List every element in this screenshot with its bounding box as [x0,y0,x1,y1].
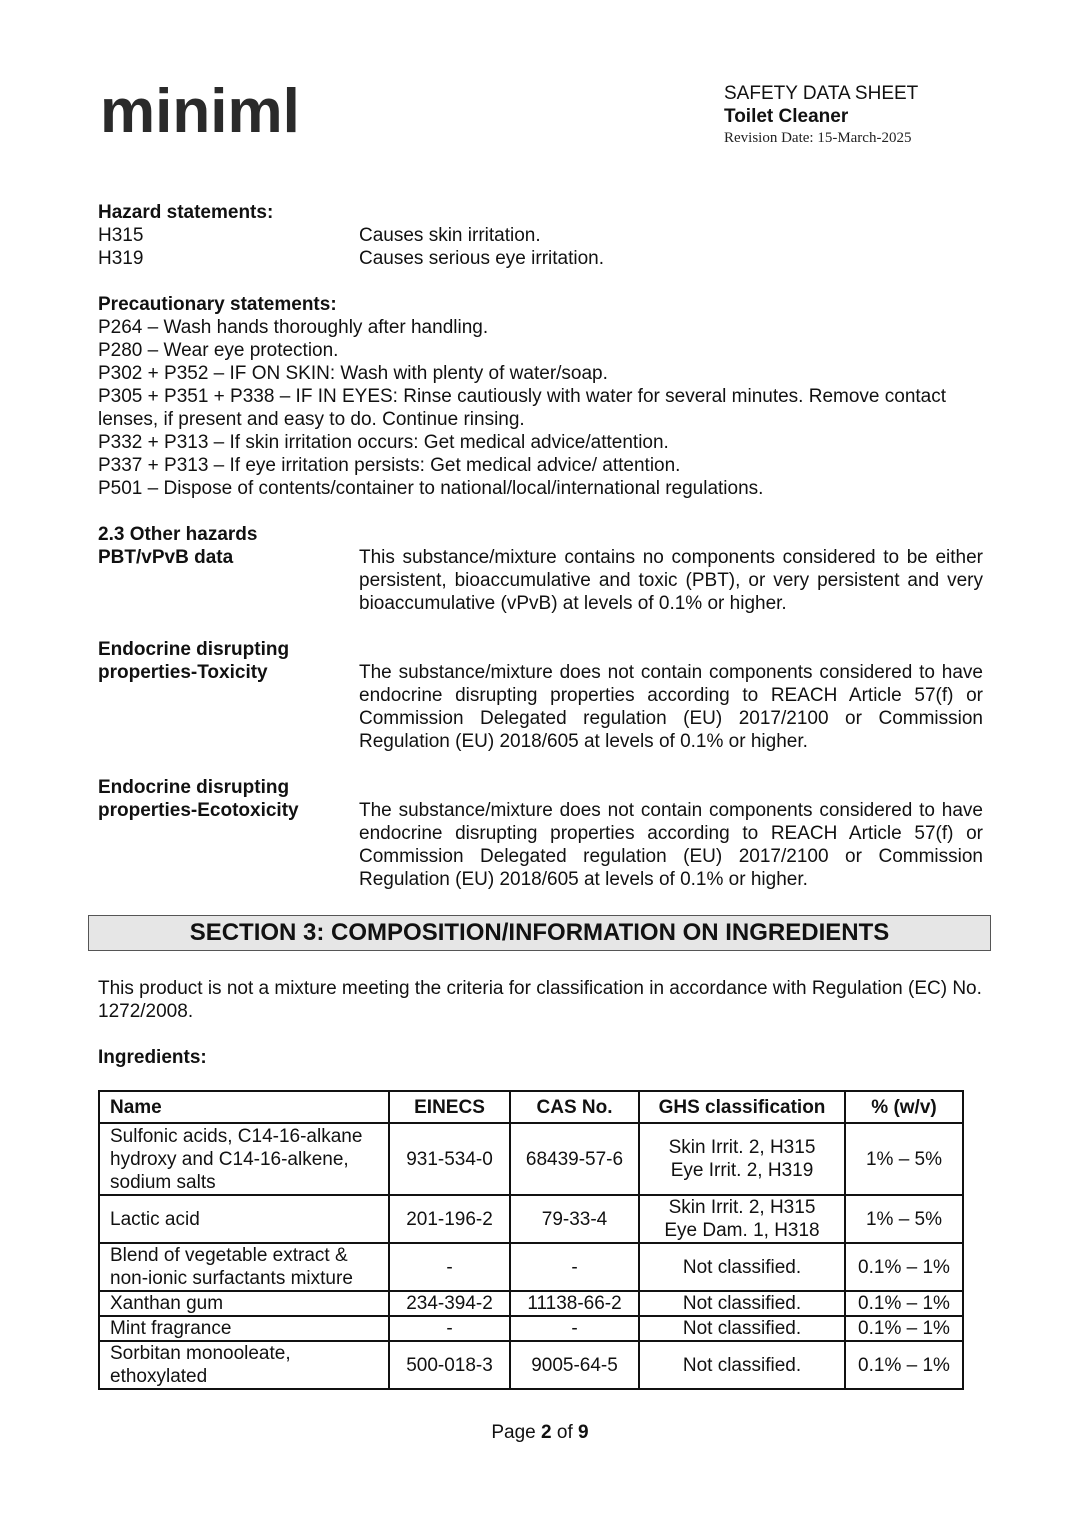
ingredient-name: Blend of vegetable extract & non-ionic surfactants mixture [99,1243,389,1291]
hazard-code: H319 [98,248,144,269]
endocrine-ecotoxicity-text: The substance/mixture does not contain components considered to have endocrine disrupting properties according to REACH Article 57(f) or Commission Delegated regulation (EU) 2017/2100 or Commission Regulation (EU) 2018/605 at levels of 0.1% or higher. [359,800,983,890]
precautionary-heading: Precautionary statements: [98,294,337,315]
einecs-cell: 234-394-2 [389,1291,510,1316]
einecs-cell: 201-196-2 [389,1195,510,1243]
endocrine-toxicity-label-line: Endocrine disrupting [98,639,290,660]
page-number [0,1422,1080,1444]
percent-cell: 1% – 5% [845,1123,963,1195]
ingredient-name: Sulfonic acids, C14-16-alkane hydroxy and C14-16-alkene, sodium salts [99,1123,389,1195]
cas-cell: 68439-57-6 [510,1123,639,1195]
product-name: Toilet Cleaner [724,106,849,127]
document-header [724,82,918,148]
table-row [99,1123,963,1195]
endocrine-ecotoxicity-label-line: properties-Ecotoxicity [98,800,299,821]
column-header: GHS classification [639,1091,845,1123]
cas-cell: - [510,1316,639,1341]
table-header-row [99,1091,963,1123]
ghs-cell: Not classified. [639,1341,845,1389]
ghs-line: Eye Irrit. 2, H319 [670,1160,814,1181]
ghs-cell: Not classified. [639,1243,845,1291]
precautionary-line: P501 – Dispose of contents/container to national/local/international regulations. [98,478,764,499]
section-3-intro: This product is not a mixture meeting the criteria for classification in accordance with Regulation (EC) No. 1272/2008. [98,978,982,1022]
doc-type: SAFETY DATA SHEET [724,83,919,104]
column-header: CAS No. [510,1091,639,1123]
ghs-line: Skin Irrit. 2, H315 [668,1137,816,1158]
total-pages: 9 [578,1422,589,1443]
ghs-cell: Not classified. [639,1291,845,1316]
ingredient-name: Lactic acid [99,1195,389,1243]
einecs-cell: - [389,1316,510,1341]
percent-cell: 0.1% – 1% [845,1243,963,1291]
hazard-statements-heading: Hazard statements: [98,202,274,223]
precautionary-line: P332 + P313 – If skin irritation occurs: Get medical advice/attention. [98,432,669,453]
current-page: 2 [541,1422,552,1443]
miniml-logo [98,74,300,152]
table-row [99,1291,963,1316]
einecs-cell: 500-018-3 [389,1341,510,1389]
ghs-cell: Not classified. [639,1316,845,1341]
einecs-cell: 931-534-0 [389,1123,510,1195]
precautionary-line: P337 + P313 – If eye irritation persists: Get medical advice/ attention. [98,455,681,476]
revision-date: Revision Date: 15-March-2025 [724,130,912,146]
table-row [99,1195,963,1243]
ingredient-name: Sorbitan monooleate, ethoxylated [99,1341,389,1389]
percent-cell: 0.1% – 1% [845,1316,963,1341]
endocrine-ecotoxicity-label-line: Endocrine disrupting [98,777,290,798]
column-header: EINECS [389,1091,510,1123]
ghs-line: Skin Irrit. 2, H315 [668,1197,816,1218]
hazard-text: Causes serious eye irritation. [359,248,604,269]
ingredient-name: Mint fragrance [99,1316,389,1341]
einecs-cell: - [389,1243,510,1291]
precautionary-line: P264 – Wash hands thoroughly after handling. [98,317,489,338]
ingredients-table [98,1090,964,1390]
ghs-cell [639,1195,845,1243]
of-word: of [556,1422,573,1443]
precautionary-line: lenses, if present and easy to do. Continue rinsing. [98,409,525,430]
percent-cell: 1% – 5% [845,1195,963,1243]
endocrine-toxicity-label-line: properties-Toxicity [98,662,268,683]
column-header: % (w/v) [845,1091,963,1123]
pbt-text: This substance/mixture contains no components considered to be either persistent, bioaccumulative and toxic (PBT), or very persistent and very bioaccumulative (vPvB) at levels of 0.1% or higher. [359,547,983,614]
cas-cell: 11138-66-2 [510,1291,639,1316]
hazard-code: H315 [98,225,144,246]
hazard-text: Causes skin irritation. [359,225,541,246]
column-header: Name [99,1091,389,1123]
cas-cell: - [510,1243,639,1291]
table-row [99,1316,963,1341]
cas-cell: 9005-64-5 [510,1341,639,1389]
precautionary-line: P305 + P351 + P338 – IF IN EYES: Rinse cautiously with water for several minutes. Remove contact [98,386,947,407]
endocrine-ecotoxicity-label [98,776,299,822]
ingredient-name: Xanthan gum [99,1291,389,1316]
ingredients-heading: Ingredients: [98,1047,207,1068]
svg-text:miniml: miniml [100,77,300,146]
endocrine-toxicity-text: The substance/mixture does not contain components considered to have endocrine disrupting properties according to REACH Article 57(f) or Commission Delegated regulation (EU) 2017/2100 or Commission Regulation (EU) 2018/605 at levels of 0.1% or higher. [359,662,983,752]
cas-cell: 79-33-4 [510,1195,639,1243]
precautionary-line: P280 – Wear eye protection. [98,340,339,361]
ghs-line: Eye Dam. 1, H318 [664,1220,820,1241]
other-hazards-heading: 2.3 Other hazards [98,524,258,545]
precautionary-list [98,316,946,500]
percent-cell: 0.1% – 1% [845,1341,963,1389]
pbt-label: PBT/vPvB data [98,547,234,568]
precautionary-line: P302 + P352 – IF ON SKIN: Wash with plenty of water/soap. [98,363,608,384]
table-row [99,1243,963,1291]
ghs-cell [639,1123,845,1195]
section-3-title: SECTION 3: COMPOSITION/INFORMATION ON INGREDIENTS [88,915,991,951]
table-row [99,1341,963,1389]
percent-cell: 0.1% – 1% [845,1291,963,1316]
page-word: Page [491,1422,536,1443]
endocrine-toxicity-label [98,638,289,684]
